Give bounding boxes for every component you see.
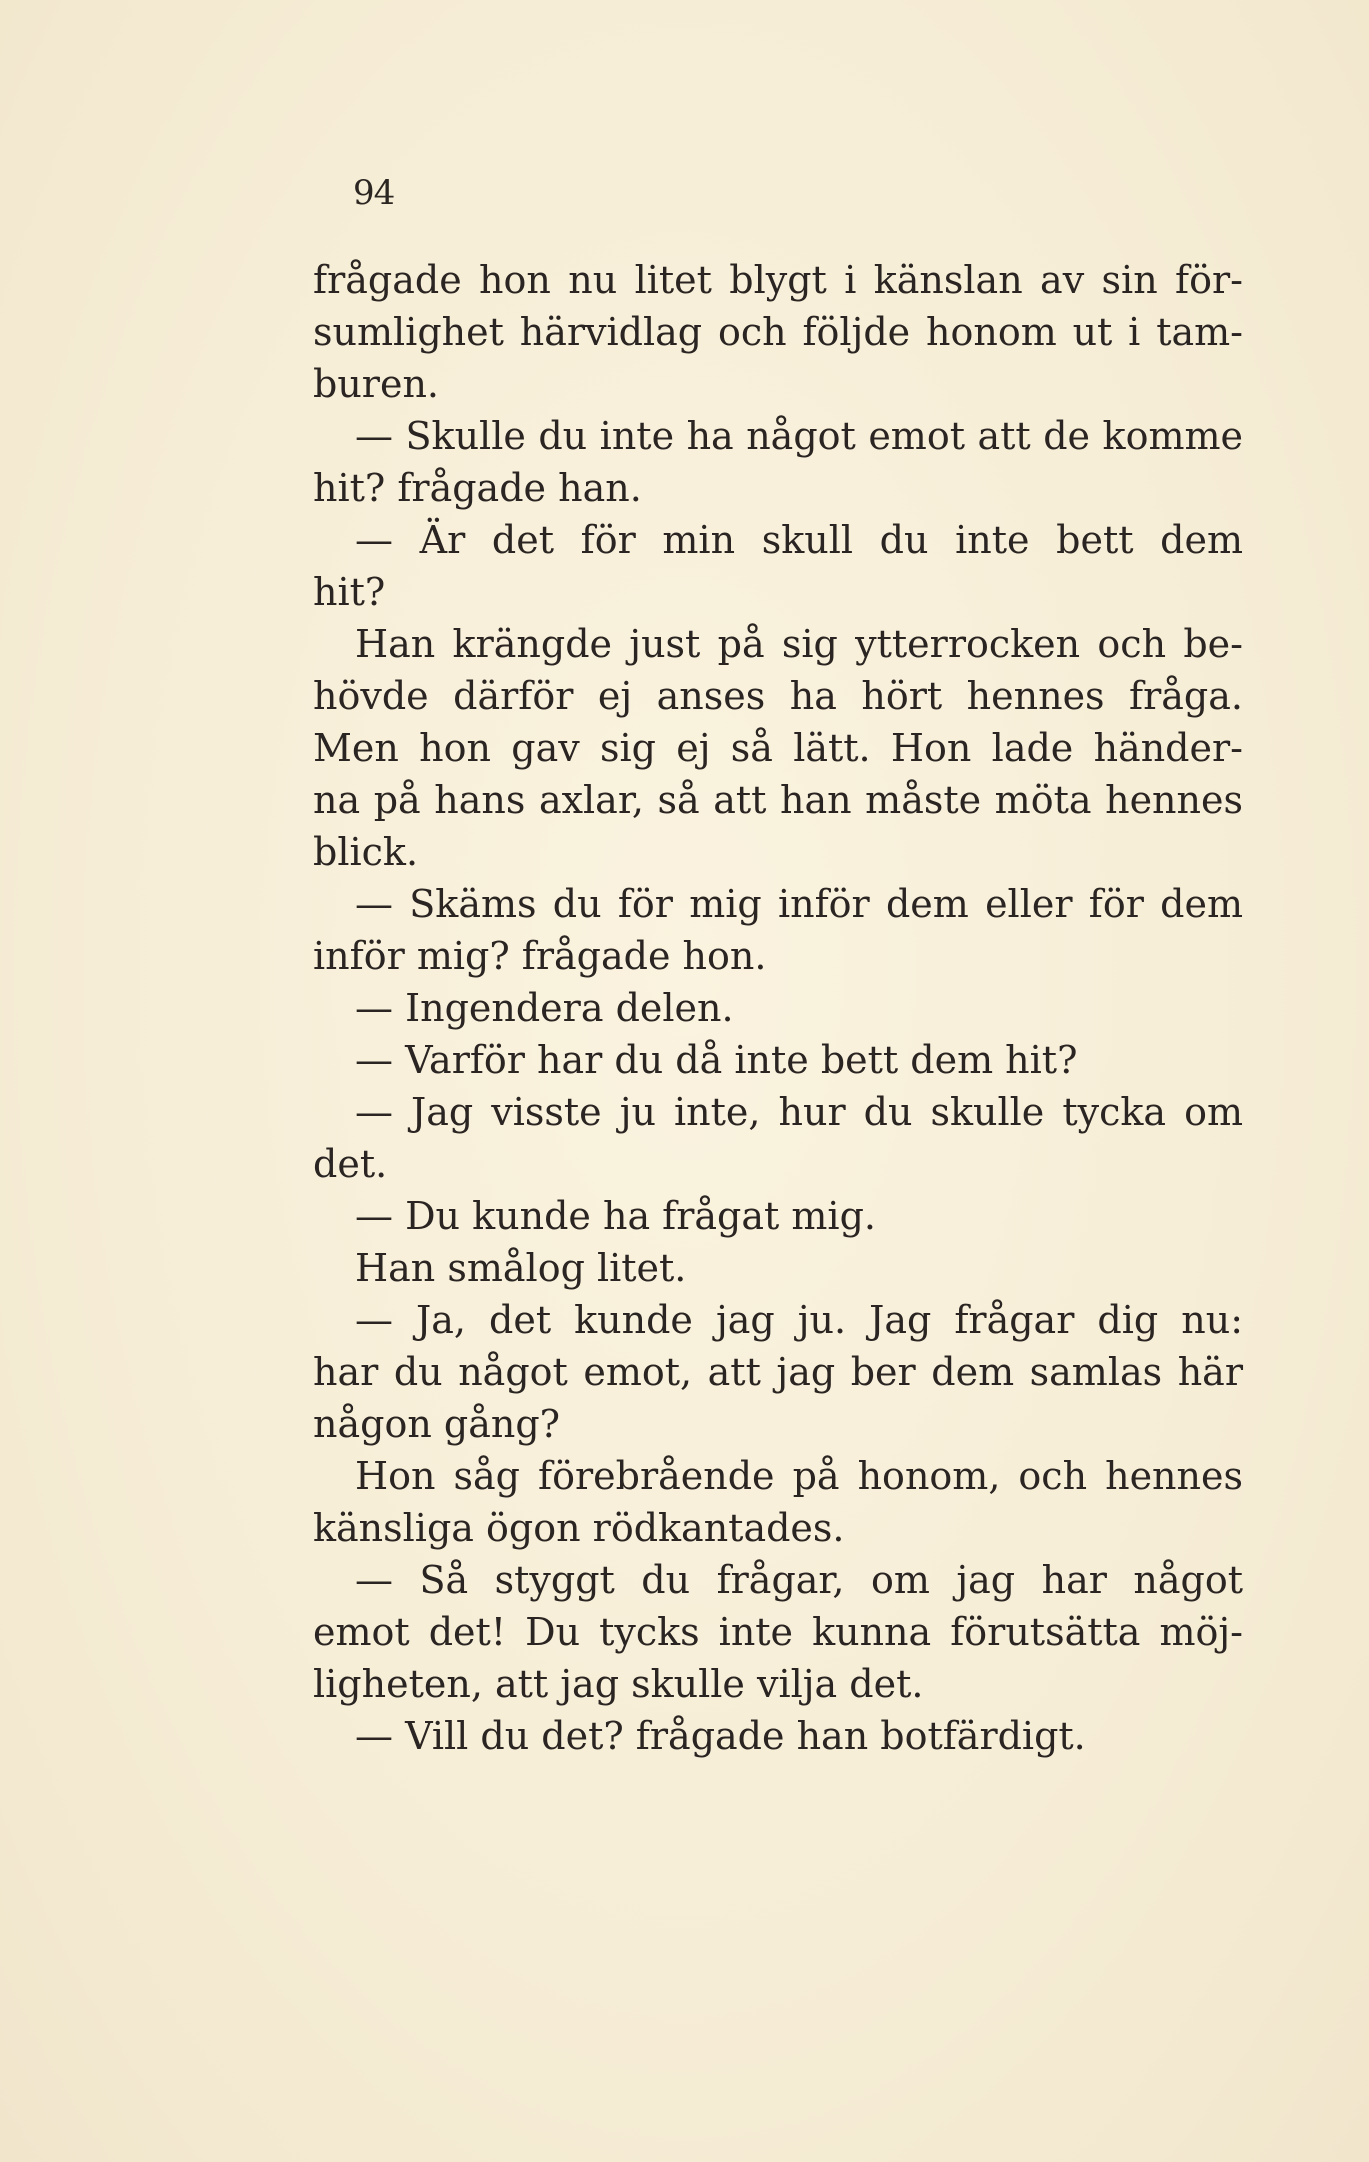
- text-line: na på hans axlar, så att han måste möta hennes: [313, 778, 1243, 822]
- text-line: — Är det för min skull du inte bett dem: [355, 518, 1243, 562]
- text-line: — Varför har du då inte bett dem hit?: [355, 1038, 1078, 1082]
- text-line: — Jag visste ju inte, hur du skulle tycka om: [355, 1090, 1243, 1134]
- text-line: — Så styggt du frågar, om jag har något: [355, 1558, 1243, 1602]
- text-line: någon gång?: [313, 1402, 561, 1446]
- text-line: emot det! Du tycks inte kunna förutsätta möj-: [313, 1610, 1243, 1654]
- text-line: Han krängde just på sig ytterrocken och be-: [355, 622, 1243, 666]
- body-text: [313, 254, 1243, 1762]
- text-line: — Du kunde ha frågat mig.: [355, 1194, 876, 1238]
- text-line: blick.: [313, 830, 419, 874]
- page-number: 94: [353, 173, 395, 213]
- text-line: Hon såg förebrående på honom, och hennes: [355, 1454, 1243, 1498]
- text-line: — Ingendera delen.: [355, 986, 734, 1030]
- text-line: — Skäms du för mig inför dem eller för dem: [355, 882, 1243, 926]
- text-line: inför mig? frågade hon.: [313, 934, 767, 978]
- text-line: har du något emot, att jag ber dem samlas här: [313, 1350, 1243, 1394]
- text-line: buren.: [313, 362, 440, 406]
- text-line: ligheten, att jag skulle vilja det.: [313, 1662, 924, 1706]
- text-line: känsliga ögon rödkantades.: [313, 1506, 845, 1550]
- text-line: hövde därför ej anses ha hört hennes fråga.: [313, 674, 1243, 718]
- text-line: sumlighet härvidlag och följde honom ut i tam-: [313, 310, 1243, 354]
- text-line: Men hon gav sig ej så lätt. Hon lade händer-: [313, 726, 1243, 770]
- text-line: Han smålog litet.: [355, 1246, 687, 1290]
- text-line: hit? frågade han.: [313, 466, 642, 510]
- text-line: frågade hon nu litet blygt i känslan av sin för-: [313, 258, 1243, 302]
- text-line: — Skulle du inte ha något emot att de komme: [355, 414, 1243, 458]
- text-line: — Vill du det? frågade han botfärdigt.: [355, 1714, 1086, 1758]
- text-line: hit?: [313, 570, 386, 614]
- text-line: det.: [313, 1142, 388, 1186]
- text-line: — Ja, det kunde jag ju. Jag frågar dig nu:: [355, 1298, 1243, 1342]
